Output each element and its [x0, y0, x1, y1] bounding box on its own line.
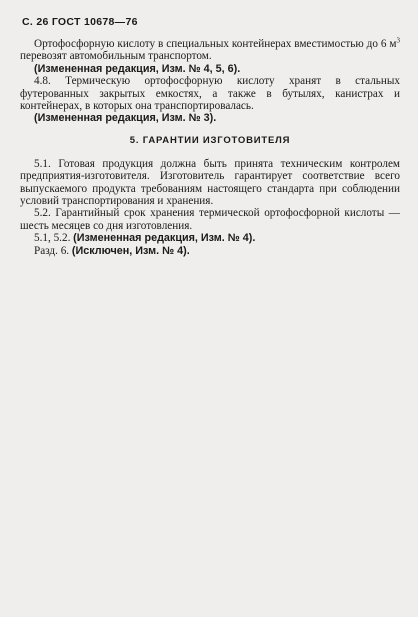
paragraph-5-1: 5.1. Готовая продукция должна быть принята техническим контролем предприятия-изготовителя. Изготовитель гарантирует соответствие всего выпускаемого продукта требованиям настоящего стандарта при соблюдении условий транспортирования и хранения.	[20, 157, 400, 208]
amendment-line	[20, 232, 400, 244]
page-header: С. 26 ГОСТ 10678—76	[22, 16, 138, 28]
section-6-prefix: Разд. 6.	[34, 244, 72, 257]
transport-text: Ортофосфорную кислоту в специальных контейнерах вместимостью до 6 м	[34, 38, 397, 50]
document-body	[20, 38, 400, 257]
transport-text-end: перевозят автомобильным транспортом.	[20, 50, 212, 63]
amendment-note: (Измененная редакция, Изм. № 4, 5, 6).	[34, 62, 241, 75]
cubic-superscript: 3	[396, 36, 400, 45]
exclusion-note: (Исключен, Изм. № 4).	[71, 244, 190, 257]
section-title: 5. ГАРАНТИИ ИЗГОТОВИТЕЛЯ	[129, 134, 291, 146]
amendment-note: (Измененная редакция, Изм. № 3).	[34, 112, 217, 125]
amendment-note: (Измененная редакция, Изм. № 4).	[73, 232, 256, 245]
amendment-prefix: 5.1, 5.2.	[34, 232, 74, 245]
section-6-line	[20, 245, 400, 257]
paragraph-5-2: 5.2. Гарантийный срок хранения термической ортофосфорной кислоты — шесть месяцев со дня изготовления.	[20, 207, 400, 232]
paragraph-4-8: 4.8. Термическую ортофосфорную кислоту хранят в стальных футерованных закрытых емкостях, а также в бутылях, канистрах и контейнерах, в которых она транспортировалась.	[20, 75, 400, 113]
paragraph-transport	[20, 38, 400, 63]
